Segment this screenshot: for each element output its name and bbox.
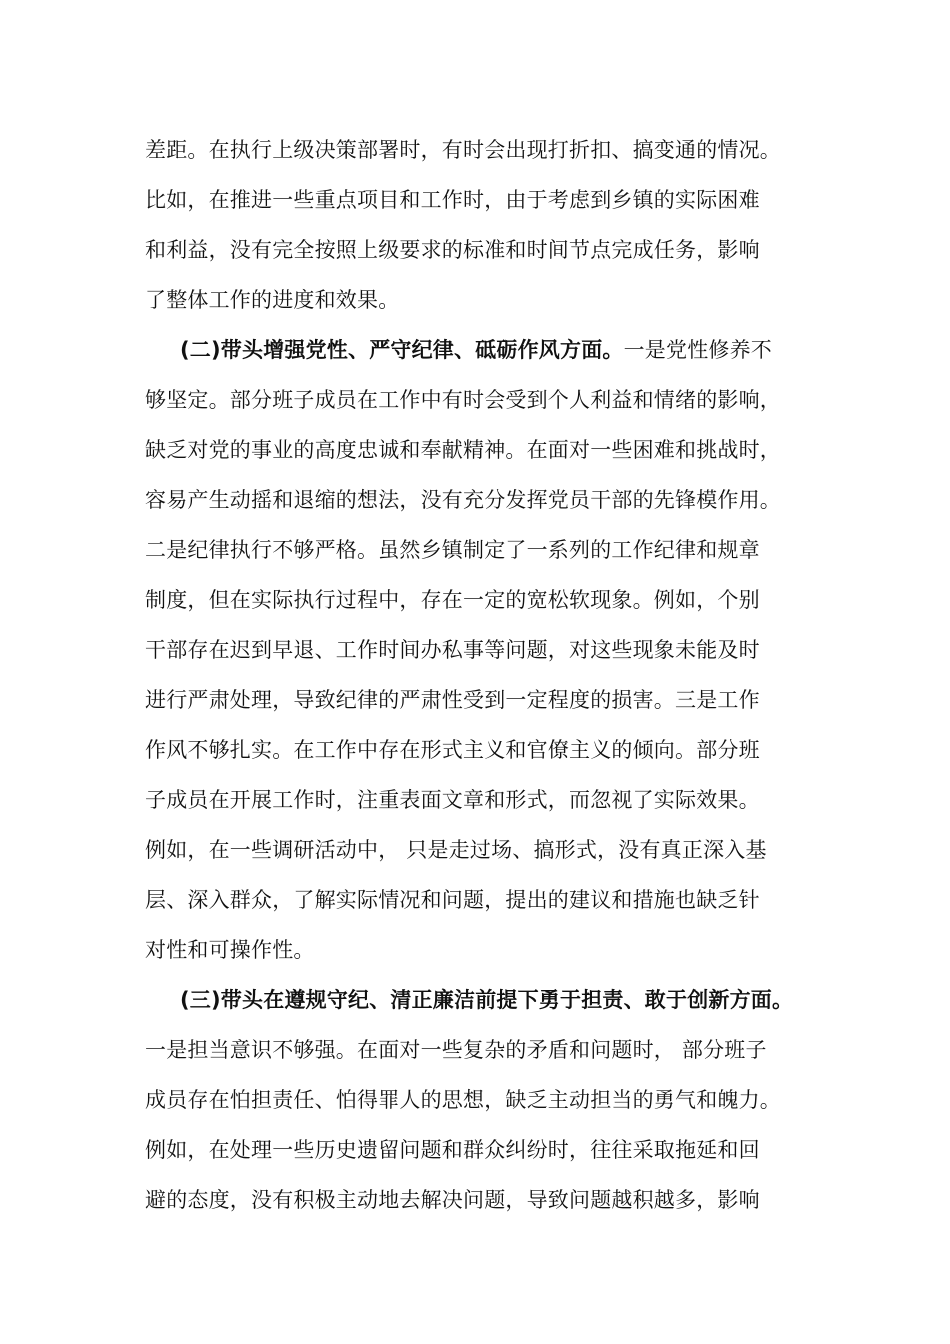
text-line: 二是纪律执行不够严格。虽然乡镇制定了一系列的工作纪律和规章 [145,538,760,562]
text-line: 例如，在一些调研活动中， 只是走过场、搞形式，没有真正深入基 [145,838,767,862]
text-line: 层、深入群众，了解实际情况和问题，提出的建议和措施也缺乏针 [145,888,760,912]
text-line: 够坚定。部分班子成员在工作中有时会受到个人利益和情绪的影响， [145,388,781,412]
text-line: 作风不够扎实。在工作中存在形式主义和官僚主义的倾向。部分班 [145,738,760,762]
text-line: 进行严肃处理，导致纪律的严肃性受到一定程度的损害。三是工作 [145,688,760,712]
section-2-heading: (二)带头增强党性、严守纪律、砥砺作风方面。 [180,338,624,362]
text-line: 差距。在执行上级决策部署时，有时会出现打折扣、搞变通的情况。 [145,138,781,162]
text-line: 和利益，没有完全按照上级要求的标准和时间节点完成任务，影响 [145,238,760,262]
text-line: 缺乏对党的事业的高度忠诚和奉献精神。在面对一些困难和挑战时， [145,438,781,462]
text-line: 制度，但在实际执行过程中，存在一定的宽松软现象。例如，个别 [145,588,760,612]
text-line: 比如，在推进一些重点项目和工作时，由于考虑到乡镇的实际困难 [145,188,760,212]
text-line: 一是党性修养不 [623,338,772,362]
text-line: 子成员在开展工作时，注重表面文章和形式，而忽视了实际效果。 [145,788,760,812]
section-2-first-line [180,336,772,364]
text-line: 容易产生动摇和退缩的想法，没有充分发挥党员干部的先锋模作用。 [145,488,781,512]
text-line: 例如，在处理一些历史遗留问题和群众纠纷时，往往采取拖延和回 [145,1138,760,1162]
text-line: 对性和可操作性。 [145,938,315,962]
section-3-heading: (三)带头在遵规守纪、清正廉洁前提下勇于担责、敢于创新方面。 [180,988,794,1012]
text-line: 一是担当意识不够强。在面对一些复杂的矛盾和问题时， 部分班子 [145,1038,767,1062]
text-line: 避的态度，没有积极主动地去解决问题，导致问题越积越多，影响 [145,1188,760,1212]
text-line: 成员存在怕担责任、怕得罪人的思想，缺乏主动担当的勇气和魄力。 [145,1088,781,1112]
text-line: 了整体工作的进度和效果。 [145,288,400,312]
text-line: 干部存在迟到早退、工作时间办私事等问题，对这些现象未能及时 [145,638,760,662]
